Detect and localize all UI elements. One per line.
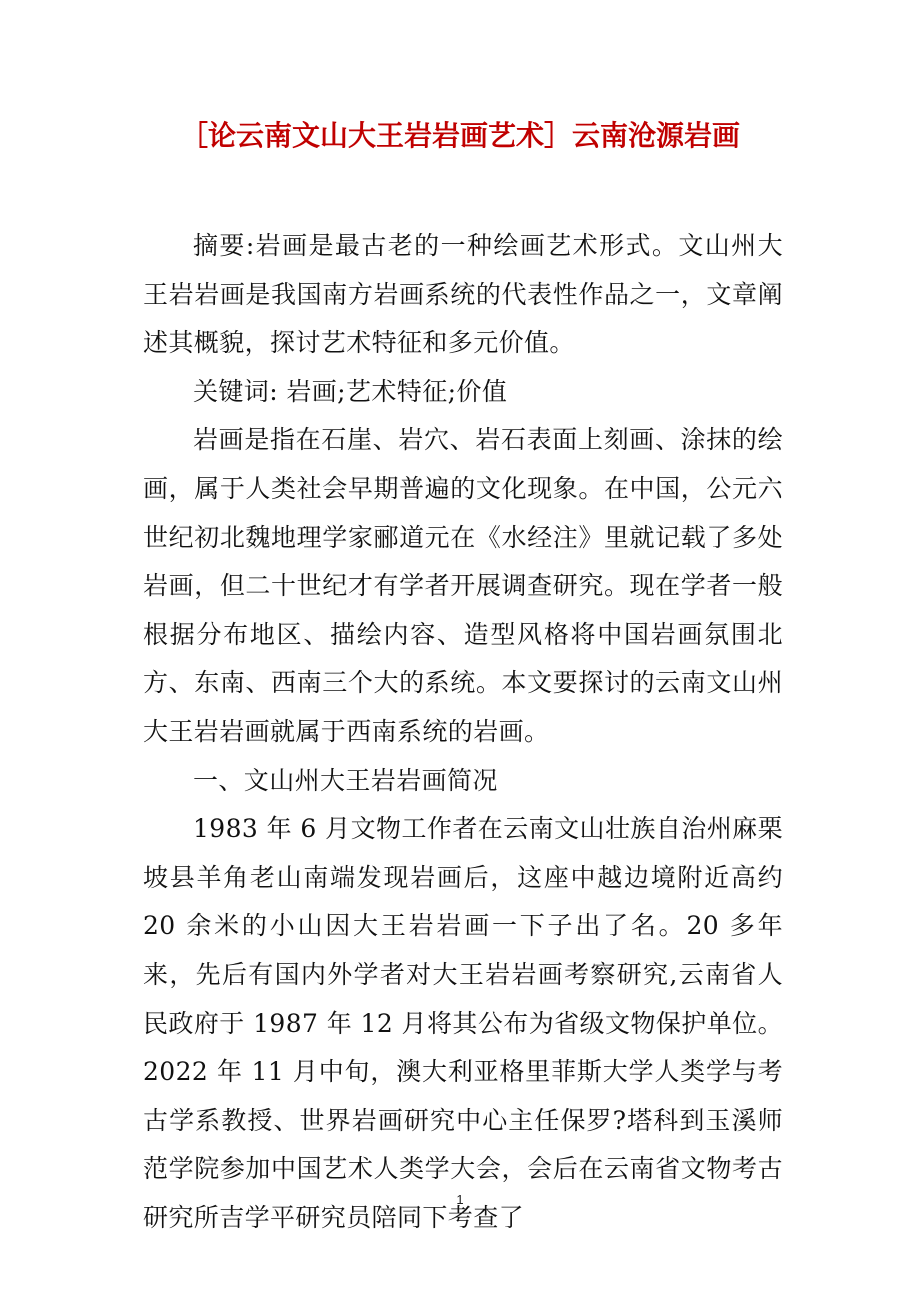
abstract-paragraph: 摘要:岩画是最古老的一种绘画艺术形式。文山州大王岩岩画是我国南方岩画系统的代表性作品之一，文章阐述其概貌，探讨艺术特征和多元价值。 [143, 231, 783, 358]
document-body [143, 222, 783, 1242]
intro-paragraph: 岩画是指在石崖、岩穴、岩石表面上刻画、涂抹的绘画，属于人类社会早期普遍的文化现象。在中国，公元六世纪初北魏地理学家郦道元在《水经注》里就记载了多处岩画，但二十世纪才有学者开展调查研究。现在学者一般根据分布地区、描绘内容、造型风格将中国岩画氛围北方、东南、西南三个大的系统。本文要探讨的云南文山州大王岩岩画就属于西南系统的岩画。 [143, 425, 783, 746]
section-heading: 一、文山州大王岩岩画简况 [193, 765, 498, 795]
document-title: ［论云南文山大王岩岩画艺术］云南沧源岩画 [179, 119, 740, 152]
page-number: 1 [456, 1192, 464, 1207]
keywords-paragraph: 关键词: 岩画;艺术特征;价值 [193, 376, 508, 406]
section-paragraph: 1983 年 6 月文物工作者在云南文山壮族自治州麻栗坡县羊角老山南端发现岩画后，这座中越边境附近高约 20 余米的小山因大王岩岩画一下子出了名。20 多年来，先后有国内外学者对大王岩岩画考察研究,云南省人民政府于 1987 年 12 月将其公布为省级文物保护单位。2022 年 11 月中旬，澳大利亚格里菲斯大学人类学与考古学系教授、世界岩画研究中心主任保罗?塔科到玉溪师范学院参加中国艺术人类学大会，会后在云南省文物考古研究所吉学平研究员陪同下考查了 [143, 814, 783, 1232]
